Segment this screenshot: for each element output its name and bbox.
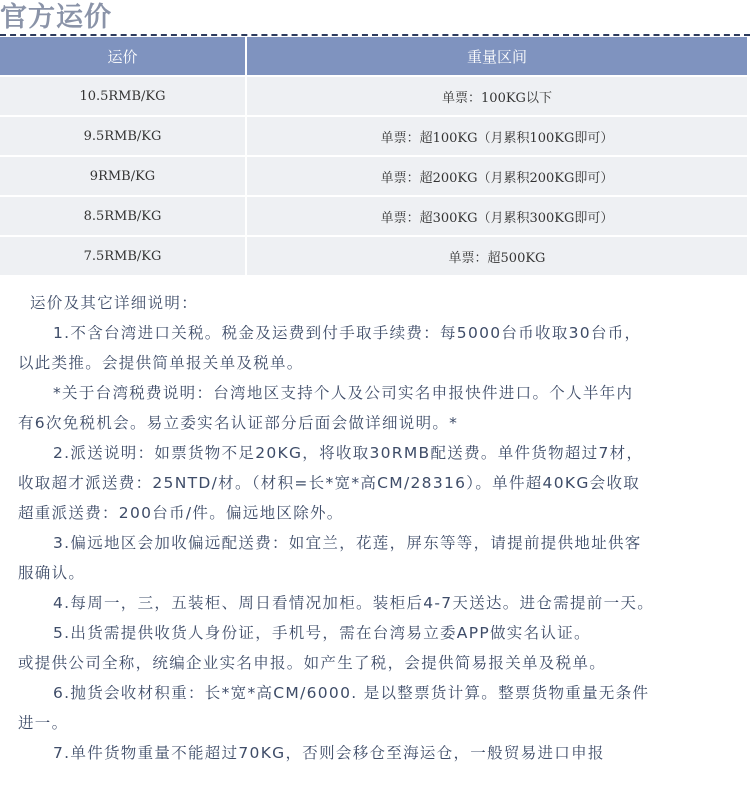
note-line: 进一。	[18, 714, 69, 732]
note-line: *关于台湾税费说明：台湾地区支持个人及公司实名申报快件进口。个人半年内	[53, 384, 634, 402]
note-line: 7.单件货物重量不能超过70KG，否则会移仓至海运仓，一般贸易进口申报	[53, 744, 605, 762]
price-cell: 9RMB/KG	[0, 156, 246, 196]
page-title: 官方运价	[0, 2, 112, 33]
note-line: 或提供公司全称，统编企业实名申报。如产生了税，会提供简易报关单及税单。	[18, 654, 607, 672]
table-row	[0, 76, 747, 116]
notes-section	[18, 288, 733, 768]
price-cell: 9.5RMB/KG	[0, 116, 246, 156]
header-price: 运价	[0, 37, 246, 76]
notes-heading: 运价及其它详细说明：	[30, 294, 199, 312]
note-line: 服确认。	[18, 564, 86, 582]
note-line: 1.不含台湾进口关税。税金及运费到付手取手续费：每5000台币收取30台币，	[53, 324, 642, 342]
weight-range-cell: 单票：超100KG（月累积100KG即可）	[246, 116, 747, 156]
note-line: 3.偏远地区会加收偏远配送费：如宜兰，花莲，屏东等等，请提前提供地址供客	[53, 534, 642, 552]
price-table	[0, 37, 747, 275]
note-line: 6.抛货会收材积重：长*宽*高CM/6000. 是以整票货计算。整票货物重量无条件	[53, 684, 650, 702]
price-cell: 7.5RMB/KG	[0, 236, 246, 275]
price-cell: 8.5RMB/KG	[0, 196, 246, 236]
weight-range-cell: 单票：超500KG	[246, 236, 747, 275]
weight-range-cell: 单票：100KG以下	[246, 76, 747, 116]
note-line: 2.派送说明：如票货物不足20KG，将收取30RMB配送费。单件货物超过7材，	[53, 444, 644, 462]
price-cell: 10.5RMB/KG	[0, 76, 246, 116]
title-divider	[0, 34, 750, 36]
note-line: 4.每周一，三，五装柜、周日看情况加柜。装柜后4-7天送达。进仓需提前一天。	[53, 594, 655, 612]
table-row	[0, 196, 747, 236]
weight-range-cell: 单票：超200KG（月累积200KG即可）	[246, 156, 747, 196]
note-line: 超重派送费：200台币/件。偏远地区除外。	[18, 504, 344, 522]
note-line: 以此类推。会提供简单报关单及税单。	[18, 354, 304, 372]
weight-range-cell: 单票：超300KG（月累积300KG即可）	[246, 196, 747, 236]
table-row	[0, 116, 747, 156]
table-header-row	[0, 37, 747, 76]
note-line: 有6次免税机会。易立委实名认证部分后面会做详细说明。*	[18, 414, 459, 432]
table-row	[0, 236, 747, 275]
header-weight-range: 重量区间	[246, 37, 747, 76]
note-line: 收取超才派送费：25NTD/材。（材积=长*宽*高CM/28316）。单件超40KG会收取	[18, 474, 641, 492]
table-row	[0, 156, 747, 196]
note-line: 5.出货需提供收货人身份证，手机号，需在台湾易立委APP做实名认证。	[53, 624, 591, 642]
